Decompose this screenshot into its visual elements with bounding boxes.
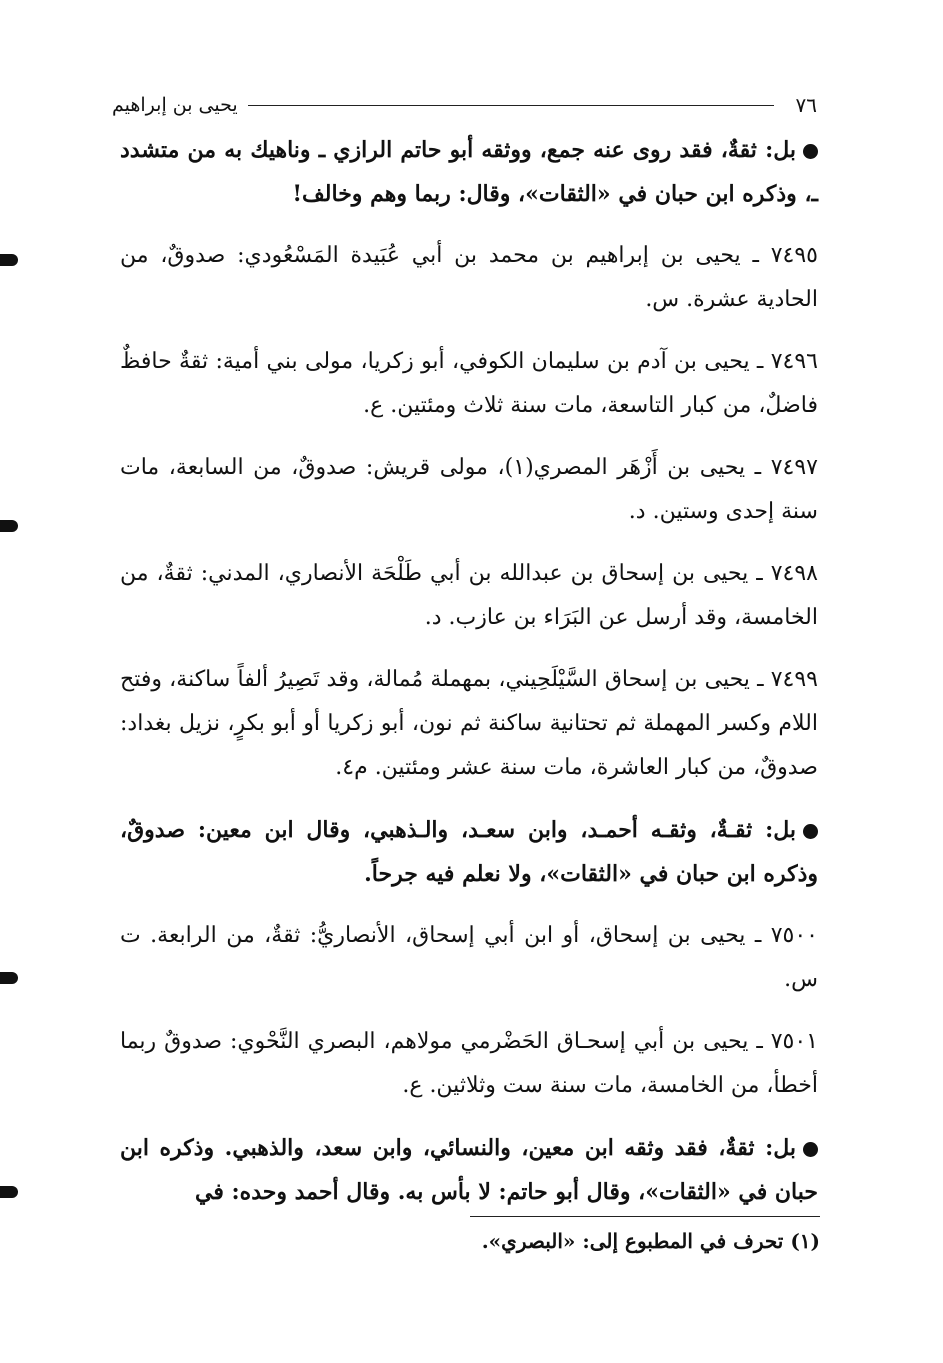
page-body — [120, 128, 818, 1232]
footnote: (١) تحرف في المطبوع إلى: «البصري». — [481, 1229, 820, 1253]
running-title: يحيى بن إبراهيم — [112, 94, 238, 116]
binding-mark — [0, 520, 18, 532]
paragraph-text: بل: ثقـةٌ، وثقـه أحمـد، وابن سعـد، والـذهبي، وقال ابن معين: صدوقٌ، وذكره ابن حبان في «الثقات»، ولا نعلم فيه جرحاً. — [120, 817, 818, 887]
paragraph-entry — [120, 340, 818, 428]
paragraph-entry — [120, 234, 818, 322]
bullet-dot-icon — [803, 1142, 818, 1157]
paragraph-entry — [120, 914, 818, 1002]
paragraph-comment — [120, 808, 818, 896]
paragraph-text: بل: ثقةٌ، فقد روى عنه جمع، ووثقه أبو حاتم الرازي ـ وناهيك به من متشدد ـ، وذكره ابن حبان في «الثقات»، وقال: ربما وهم وخالف! — [120, 137, 818, 207]
page-header — [112, 88, 817, 122]
paragraph-entry — [120, 552, 818, 640]
paragraph-entry — [120, 446, 818, 534]
paragraph-comment — [120, 128, 818, 216]
paragraph-comment — [120, 1126, 818, 1214]
binding-mark — [0, 972, 18, 984]
paragraph-text: ٧٥٠٠ ـ يحيى بن إسحاق، أو ابن أبي إسحاق، الأنصاريُّ: ثقةٌ، من الرابعة. ت س. — [120, 923, 818, 992]
paragraph-text: ٧٤٩٦ ـ يحيى بن آدم بن سليمان الكوفي، أبو زكريا، مولى بني أمية: ثقةٌ حافظٌ فاضلٌ، من كبار التاسعة، مات سنة ثلاث ومئتين. ع. — [120, 349, 818, 418]
footnote-rule — [470, 1216, 820, 1217]
paragraph-text: ٧٤٩٥ ـ يحيى بن إبراهيم بن محمد بن أبي عُبَيدة المَسْعُودي: صدوقٌ، من الحادية عشرة. س. — [120, 243, 818, 312]
paragraph-text: بل: ثقةٌ، فقد وثقه ابن معين، والنسائي، وابن سعد، والذهبي. وذكره ابن حبان في «الثقات»، وقال أبو حاتم: لا بأس به. وقال أحمد وحده: في — [120, 1135, 818, 1205]
bullet-dot-icon — [803, 144, 818, 159]
header-rule — [248, 105, 774, 106]
paragraph-text: ٧٤٩٨ ـ يحيى بن إسحاق بن عبدالله بن أبي طَلْحَة الأنصاري، المدني: ثقةٌ، من الخامسة، وقد أرسل عن البَرَاء بن عازب. د. — [120, 561, 818, 630]
paragraph-text: ٧٥٠١ ـ يحيى بن أبي إسحـاق الحَضْرمي مولاهم، البصري النَّحْوي: صدوقٌ ربما أخطأ، من الخامسة، مات سنة ست وثلاثين. ع. — [120, 1029, 818, 1098]
bullet-dot-icon — [803, 824, 818, 839]
paragraph-text: ٧٤٩٩ ـ يحيى بن إسحاق السَّيْلَحِيني، بمهملة مُمالة، وقد تَصِيرُ ألفاً ساكنة، وفتح اللام وكسر المهملة ثم تحتانية ساكنة ثم نون، أبو زكريا أو أبو بكرٍ، نزيل بغداد: صدوقٌ، من كبار العاشرة، مات سنة عشر ومئتين. م٤. — [120, 667, 818, 780]
page-number: ٧٦ — [795, 93, 817, 117]
paragraph-entry — [120, 658, 818, 790]
paragraph-entry — [120, 1020, 818, 1108]
binding-mark — [0, 254, 18, 266]
paragraph-text: ٧٤٩٧ ـ يحيى بن أَزْهَر المصري(١)، مولى قريش: صدوقٌ، من السابعة، مات سنة إحدى وستين. د. — [120, 455, 818, 524]
binding-mark — [0, 1186, 18, 1198]
